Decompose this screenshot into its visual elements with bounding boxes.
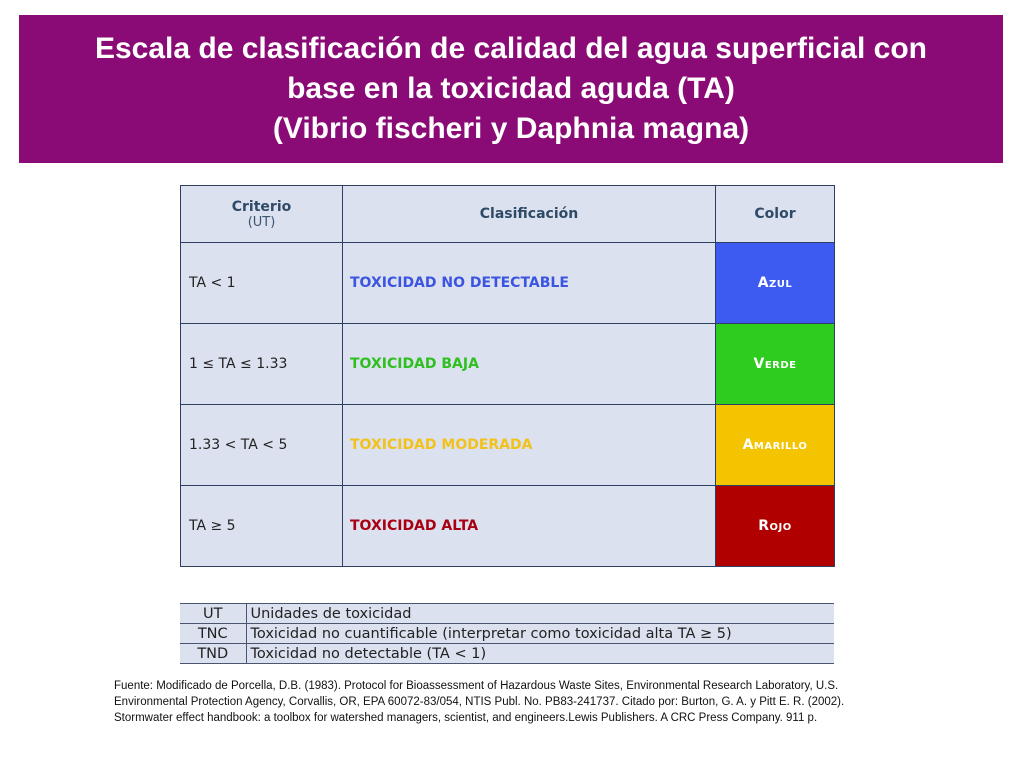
header-criterio xyxy=(181,186,343,243)
table-header-row xyxy=(181,186,835,243)
criterio-cell: 1 ≤ TA ≤ 1.33 xyxy=(181,324,343,405)
source-line-3: Stormwater effect handbook: a toolbox for watershed managers, scientist, and engineers.Lewis Publishers. A CRC Press Company. 911 p. xyxy=(114,712,818,724)
criterio-cell: 1.33 < TA < 5 xyxy=(181,405,343,486)
abbreviation-legend xyxy=(180,603,834,664)
table-row xyxy=(181,324,835,405)
classification-table xyxy=(180,185,835,567)
clasificacion-cell: TOXICIDAD ALTA xyxy=(343,486,716,567)
source-citation xyxy=(114,678,944,726)
title-line-3: (Vibrio fischeri y Daphnia magna) xyxy=(272,112,750,145)
clasificacion-cell: TOXICIDAD MODERADA xyxy=(343,405,716,486)
header-clasificacion: Clasificación xyxy=(343,186,716,243)
legend-desc: Toxicidad no cuantificable (interpretar como toxicidad alta TA ≥ 5) xyxy=(246,624,834,644)
header-criterio-label: Criterio xyxy=(231,198,292,215)
criterio-cell: TA < 1 xyxy=(181,243,343,324)
title-banner xyxy=(19,15,1003,163)
color-swatch-cell: Azul xyxy=(716,243,835,324)
legend-row xyxy=(180,624,834,644)
title-line-2: base en la toxicidad aguda (TA) xyxy=(287,72,735,105)
legend-abbr: TND xyxy=(180,644,246,664)
legend-abbr: UT xyxy=(180,604,246,624)
table-row xyxy=(181,486,835,567)
legend-desc: Unidades de toxicidad xyxy=(246,604,834,624)
legend-abbr: TNC xyxy=(180,624,246,644)
header-color: Color xyxy=(716,186,835,243)
clasificacion-cell: TOXICIDAD BAJA xyxy=(343,324,716,405)
color-swatch-cell: Amarillo xyxy=(716,405,835,486)
legend-row xyxy=(180,644,834,664)
legend-row xyxy=(180,604,834,624)
table-row xyxy=(181,405,835,486)
source-line-2: Environmental Protection Agency, Corvallis, OR, EPA 60072-83/054, NTIS Publ. No. PB83-241737. Citado por: Burton, G. A. y Pitt E. R. (2002). xyxy=(114,696,845,708)
title-line-1: Escala de clasificación de calidad del agua superficial con xyxy=(94,32,927,65)
color-swatch-cell: Rojo xyxy=(716,486,835,567)
source-line-1: Fuente: Modificado de Porcella, D.B. (1983). Protocol for Bioassessment of Hazardous Waste Sites, Environmental Research Laboratory, U.S. xyxy=(114,680,839,692)
legend-desc: Toxicidad no detectable (TA < 1) xyxy=(246,644,834,664)
header-criterio-sub: (UT) xyxy=(247,214,276,230)
color-swatch-cell: Verde xyxy=(716,324,835,405)
clasificacion-cell: TOXICIDAD NO DETECTABLE xyxy=(343,243,716,324)
criterio-cell: TA ≥ 5 xyxy=(181,486,343,567)
table-row xyxy=(181,243,835,324)
